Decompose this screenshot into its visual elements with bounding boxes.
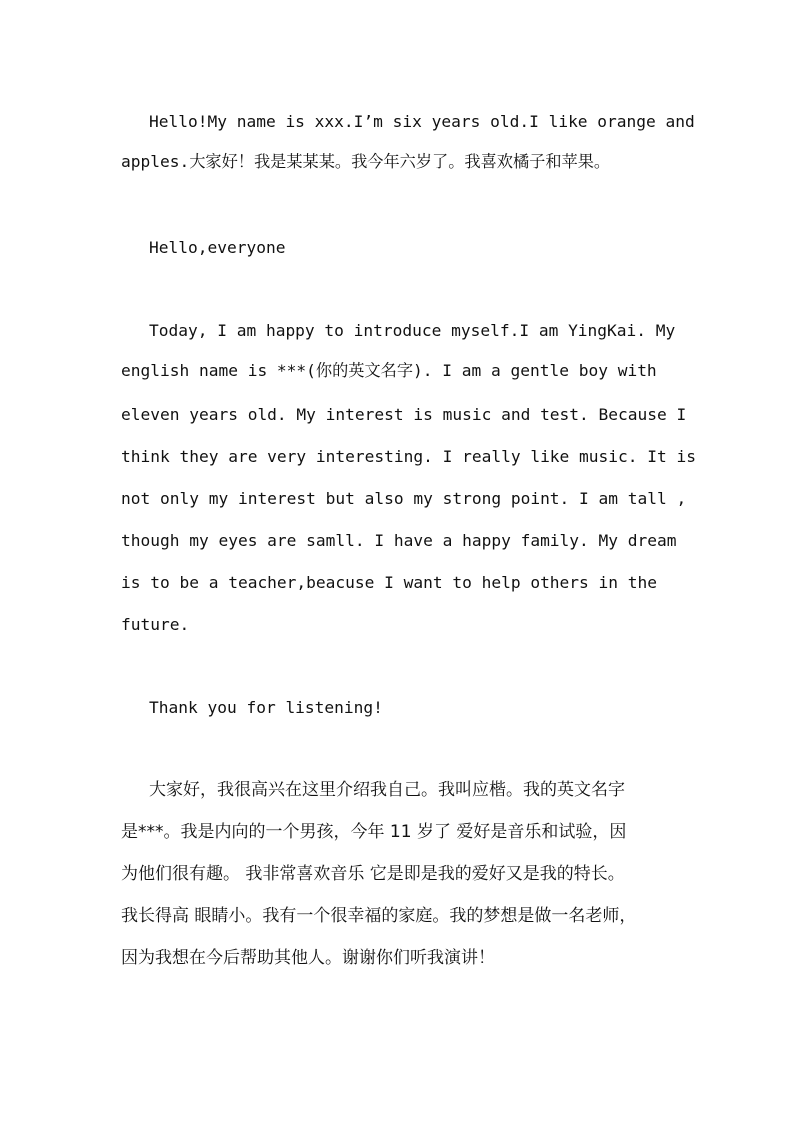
paragraph-3-line-6: though my eyes are samll. I have a happy family. My dream	[121, 531, 677, 550]
paragraph-5-line-4: 我长得高 眼睛小。我有一个很幸福的家庭。我的梦想是做一名老师，	[121, 906, 637, 926]
paragraph-1-line-2: apples.大家好！我是某某某。我今年六岁了。我喜欢橘子和苹果。	[121, 152, 611, 171]
paragraph-2-line-1: Hello,everyone	[149, 238, 286, 257]
paragraph-5-line-5: 因为我想在今后帮助其他人。谢谢你们听我演讲！	[121, 948, 495, 968]
paragraph-3-line-5: not only my interest but also my strong point. I am tall ,	[121, 489, 687, 508]
paragraph-3-line-2: english name is ***(你的英文名字). I am a gentle boy with	[121, 361, 657, 380]
paragraph-3-line-4: think they are very interesting. I really like music. It is	[121, 447, 696, 466]
paragraph-3-line-8: future.	[121, 615, 190, 634]
paragraph-3-line-1: Today, I am happy to introduce myself.I am YingKai. My	[149, 321, 676, 340]
paragraph-4-line-1: Thank you for listening!	[149, 698, 383, 717]
paragraph-5-line-3: 为他们很有趣。 我非常喜欢音乐 它是即是我的爱好又是我的特长。	[121, 864, 625, 884]
paragraph-5-line-1: 大家好，我很高兴在这里介绍我自己。我叫应楷。我的英文名字	[149, 780, 625, 800]
paragraph-1-line-1: Hello!My name is xxx.I’m six years old.I like orange and	[149, 112, 695, 131]
paragraph-3-line-7: is to be a teacher,beacuse I want to help others in the	[121, 573, 658, 592]
paragraph-5-line-2: 是***。我是内向的一个男孩，今年 11 岁了 爱好是音乐和试验，因	[121, 822, 627, 842]
paragraph-3-line-3: eleven years old. My interest is music and test. Because I	[121, 405, 687, 424]
